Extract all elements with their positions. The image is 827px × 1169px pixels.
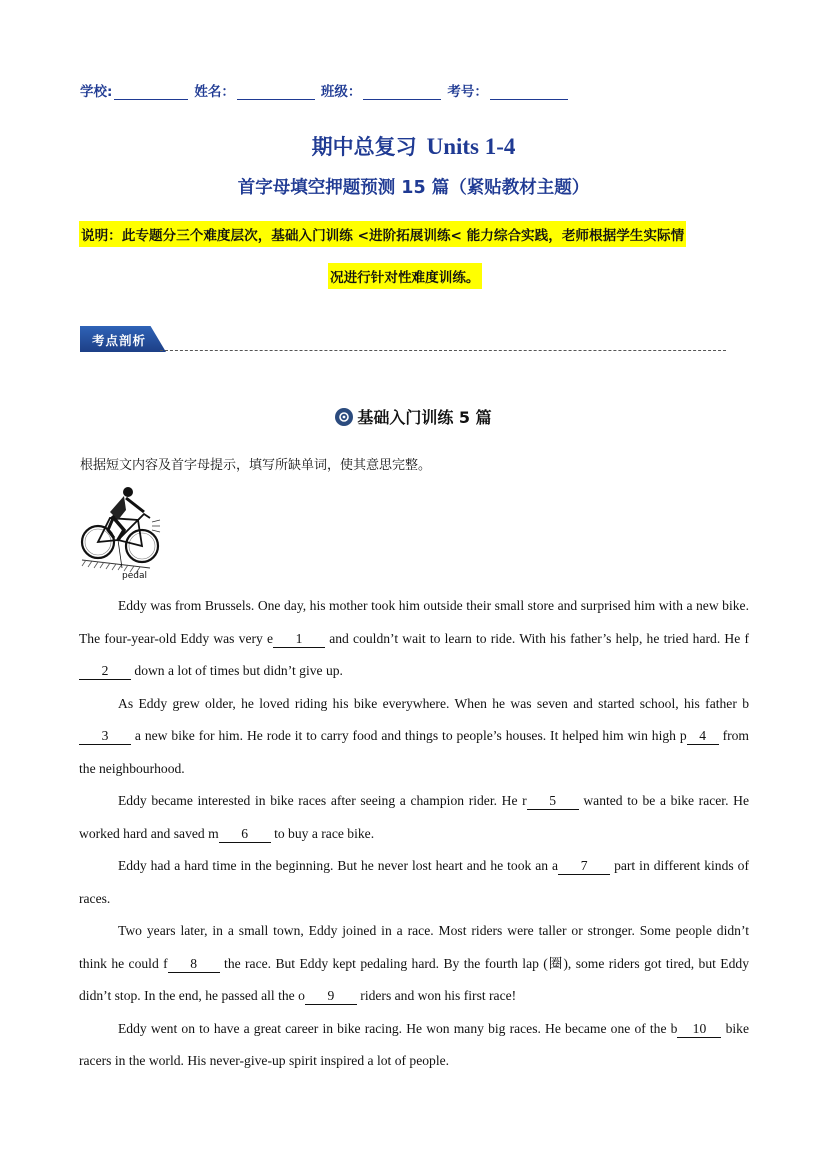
name-label: 姓名： bbox=[194, 84, 235, 100]
name-blank[interactable] bbox=[237, 85, 315, 100]
title-units: Units 1-4 bbox=[426, 134, 516, 159]
school-blank[interactable] bbox=[114, 85, 188, 100]
exam-no-label: 考号： bbox=[447, 84, 488, 100]
instruction-text: 根据短文内容及首字母提示，填写所缺单词，使其意思完整。 bbox=[80, 458, 432, 473]
page-title bbox=[0, 131, 827, 161]
exam-no-blank[interactable] bbox=[490, 85, 568, 100]
student-info-header bbox=[80, 80, 574, 100]
section-tab-label: 考点剖析 bbox=[92, 333, 147, 348]
cyclist-icon bbox=[80, 482, 170, 584]
note-line-2: 况进行针对性难度训练。 bbox=[328, 263, 482, 289]
blank-4[interactable]: 4 bbox=[687, 728, 719, 745]
class-blank[interactable] bbox=[363, 85, 441, 100]
image-caption: pedal bbox=[122, 571, 147, 581]
section-heading-text: 基础入门训练 5 篇 bbox=[357, 408, 492, 427]
paragraph-5: Two years later, in a small town, Eddy joined in a race. Most riders were taller or stronger. Some people didn’t think he could f 8 the race. But Eddy kept pedaling hard. By the fourth lap (圈), some riders got tired, but Eddy didn’t stop. In the end, he passed all the o 9 riders and won his first race! bbox=[79, 923, 749, 1003]
blank-8[interactable]: 8 bbox=[168, 956, 220, 973]
paragraph-4: Eddy had a hard time in the beginning. But he never lost heart and he took an a 7 part in different kinds of races. bbox=[79, 858, 749, 906]
blank-10[interactable]: 10 bbox=[677, 1021, 721, 1038]
blank-7[interactable]: 7 bbox=[558, 858, 610, 875]
paragraph-3: Eddy became interested in bike races after seeing a champion rider. He r 5 wanted to be a bike racer. He worked hard and saved m 6 to buy a race bike. bbox=[79, 793, 749, 841]
page-subtitle: 首字母填空押题预测 15 篇（紧贴教材主题） bbox=[237, 178, 590, 198]
paragraph-6: Eddy went on to have a great career in bike racing. He won many big races. He became one of the b 10 bike racers in the world. His never-give-up spirit inspired a lot of people. bbox=[79, 1020, 749, 1068]
section-divider bbox=[160, 350, 726, 351]
blank-3[interactable]: 3 bbox=[79, 728, 131, 745]
paragraph-1: Eddy was from Brussels. One day, his mother took him outside their small store and surprised him with a new bike. The four-year-old Eddy was very e 1 and couldn’t wait to learn to ride. With his father’s help, he tried hard. He f2 down a lot of times but didn’t give up. bbox=[79, 598, 749, 678]
title-main: 期中总复习 bbox=[311, 135, 417, 159]
note-line-1: 说明：此专题分三个难度层次，基础入门训练 <进阶拓展训练< 能力综合实践，老师根据学生实际情 bbox=[79, 221, 686, 247]
reading-passage bbox=[79, 590, 749, 1078]
blank-6[interactable]: 6 bbox=[219, 826, 271, 843]
section-heading bbox=[0, 405, 827, 428]
blank-2[interactable]: 2 bbox=[79, 663, 131, 680]
school-label: 学校: bbox=[80, 84, 113, 100]
blank-9[interactable]: 9 bbox=[305, 988, 357, 1005]
paragraph-2: As Eddy grew older, he loved riding his bike everywhere. When he was seven and started school, his father b3 a new bike for him. He rode it to carry food and things to people’s houses. It helped him win high p 4 from the neighbourhood. bbox=[79, 695, 749, 776]
blank-1[interactable]: 1 bbox=[273, 631, 325, 648]
class-label: 班级： bbox=[320, 84, 362, 100]
swirl-icon bbox=[335, 408, 353, 426]
blank-5[interactable]: 5 bbox=[527, 793, 579, 810]
